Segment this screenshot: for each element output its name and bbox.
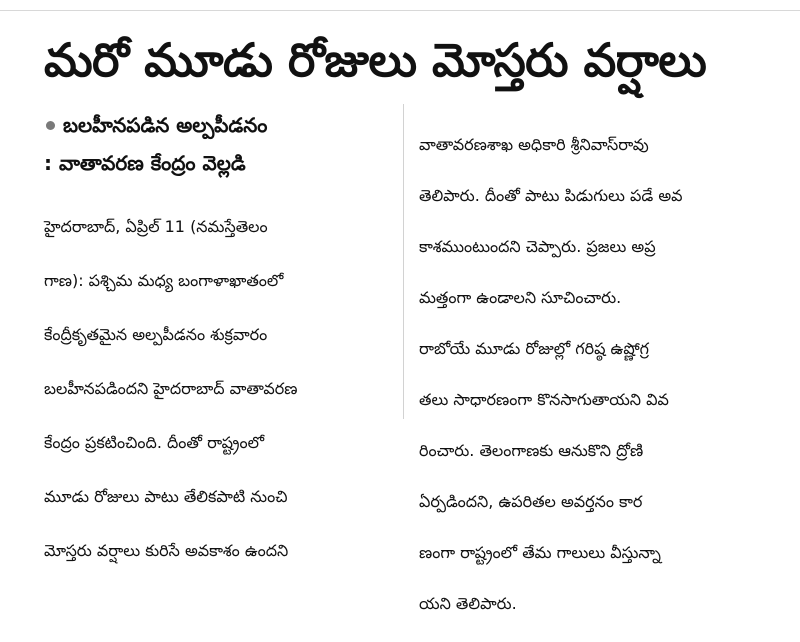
text-line: మోస్తరు వర్షాలు కురిసే అవకాశం ఉందని <box>44 541 289 560</box>
text-line: ణంగా రాష్ట్రంలో తేమ గాలులు వీస్తున్నా <box>419 542 661 562</box>
column-divider <box>403 104 404 419</box>
subhead-1 <box>44 106 396 144</box>
subhead-2 <box>44 144 396 182</box>
text-line: హైదరాబాద్, ఏప్రిల్ 11 (నమస్తేతెలం <box>44 217 268 236</box>
text-line: ఏర్పడిందని, ఉపరితల అవర్తనం కార <box>419 491 643 511</box>
text-line: కేంద్రీకృతమైన అల్పపీడనం శుక్రవారం <box>44 325 268 344</box>
right-body-text <box>419 106 783 642</box>
article-headline: మరో మూడు రోజులు మోస్తరు వర్షాలు <box>44 33 707 87</box>
text-line: మూడు రోజులు పాటు తేలికపాటి నుంచి <box>44 487 288 506</box>
text-line: రాబోయే మూడు రోజుల్లో గరిష్ఠ ఉష్ణోగ్ర <box>419 338 649 358</box>
text-line: వాతావరణశాఖ అధికారి శ్రీనివాస్‌రావు <box>419 134 649 154</box>
text-line: తలు సాధారణంగా కొనసాగుతాయని వివ <box>419 389 669 409</box>
text-line: గాణ): పశ్చిమ మధ్య బంగాళాఖాతంలో <box>44 271 284 290</box>
text-line: మత్తంగా ఉండాలని సూచించారు. <box>419 287 622 307</box>
subhead-2-text: : వాతావరణ కేంద్రం వెల్లడి <box>44 151 246 175</box>
text-line: తెలిపారు. దీంతో పాటు పిడుగులు పడే అవ <box>419 185 683 205</box>
left-body-text <box>44 186 396 591</box>
left-column <box>44 106 396 591</box>
text-line: యని తెలిపారు. <box>419 593 517 613</box>
text-line: రించారు. తెలంగాణకు ఆనుకొని ద్రోణి <box>419 440 644 460</box>
text-line: కాశముంటుందని చెప్పారు. ప్రజలు అప్ర <box>419 236 656 256</box>
subhead-1-text: బలహీనపడిన అల్పపీడనం <box>63 113 268 137</box>
text-line: కేంద్రం ప్రకటించింది. దీంతో రాష్ట్రంలో <box>44 433 265 452</box>
right-column <box>419 106 783 642</box>
top-divider <box>0 10 800 11</box>
bullet-icon <box>46 121 55 130</box>
text-line: బలహీనపడిందని హైదరాబాద్ వాతావరణ <box>44 379 298 398</box>
